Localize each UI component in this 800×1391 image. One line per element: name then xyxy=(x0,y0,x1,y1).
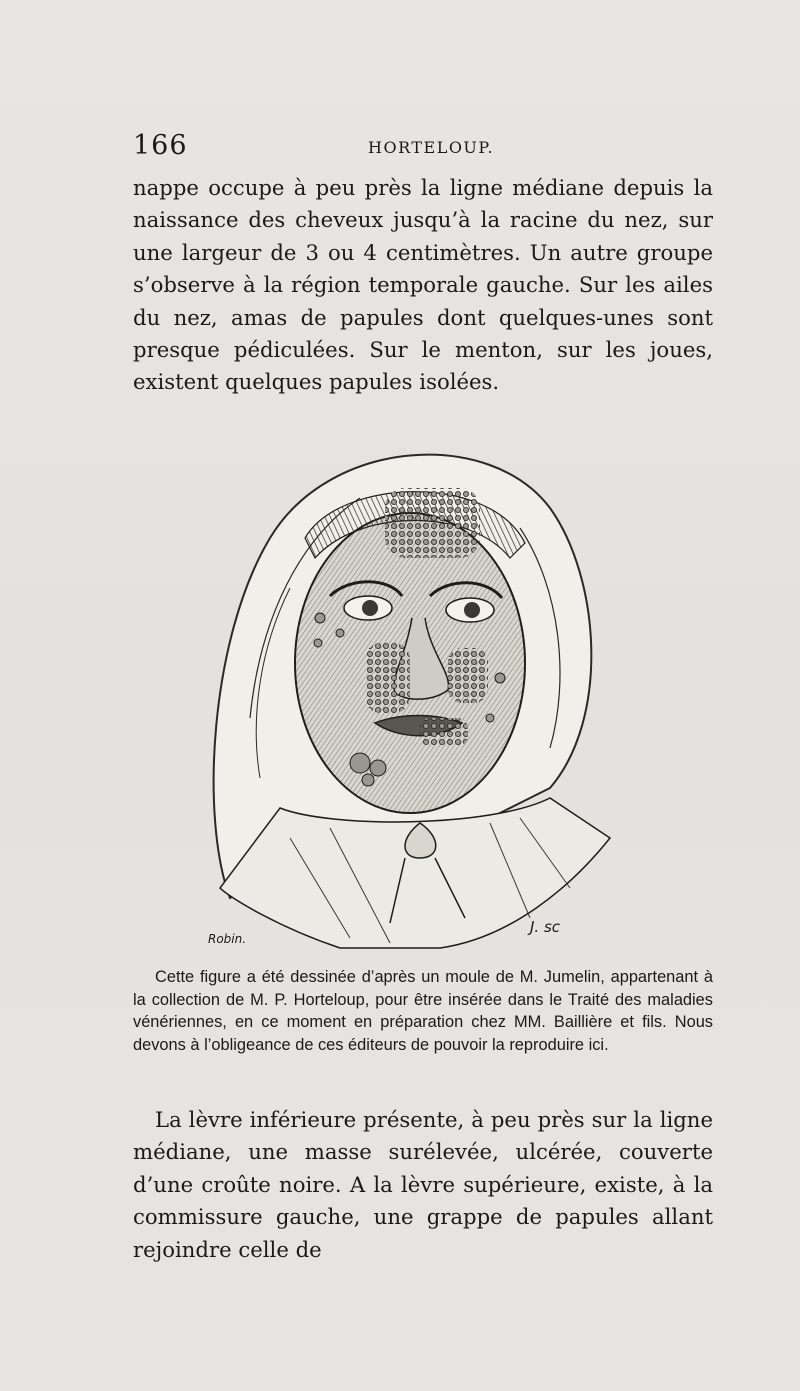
page-number: 166 xyxy=(133,130,188,161)
page-header xyxy=(133,130,713,170)
paragraph-text: La lèvre inférieure présente, à peu près sur la ligne médiane, une masse surélevée, ulcérée, couverte d’une croûte noire. A la lèvre supérieure, existe, à la commissure gauche, une grappe de papules allant rejoindre celle de xyxy=(133,1107,713,1262)
paragraph-text: nappe occupe à peu près la ligne médiane depuis la naissance des cheveux jusqu’à la racine du nez, sur une largeur de 3 ou 4 centimètres. Un autre groupe s’observe à la région temporale gauche. Sur les ailes du nez, amas de papules dont quelques-unes sont presque pédiculées. Sur le menton, sur les joues, existent quelques papules isolées. xyxy=(133,175,713,395)
caption-text: Cette figure a été dessinée d’après un moule de M. Jumelin, appartenant à la collection de M. P. Horteloup, pour être insérée dans le Traité des maladies vénériennes, en ce moment en préparation chez MM. Baillière et fils. Nous devons à l’obligeance de ces éditeurs de pouvoir la reproduire ici. xyxy=(133,968,713,1054)
figure-caption xyxy=(133,966,713,1056)
engraver-signature: J. sc xyxy=(530,918,561,936)
running-head: HORTELOUP. xyxy=(368,138,495,157)
face-engraving-illustration xyxy=(190,418,650,953)
body-paragraph-top xyxy=(133,172,713,399)
nose-papules xyxy=(365,643,410,713)
forehead-papules xyxy=(385,488,480,558)
artist-signature: Robin. xyxy=(208,932,247,946)
body-paragraph-bottom xyxy=(133,1104,713,1266)
engraving-figure xyxy=(190,418,650,953)
